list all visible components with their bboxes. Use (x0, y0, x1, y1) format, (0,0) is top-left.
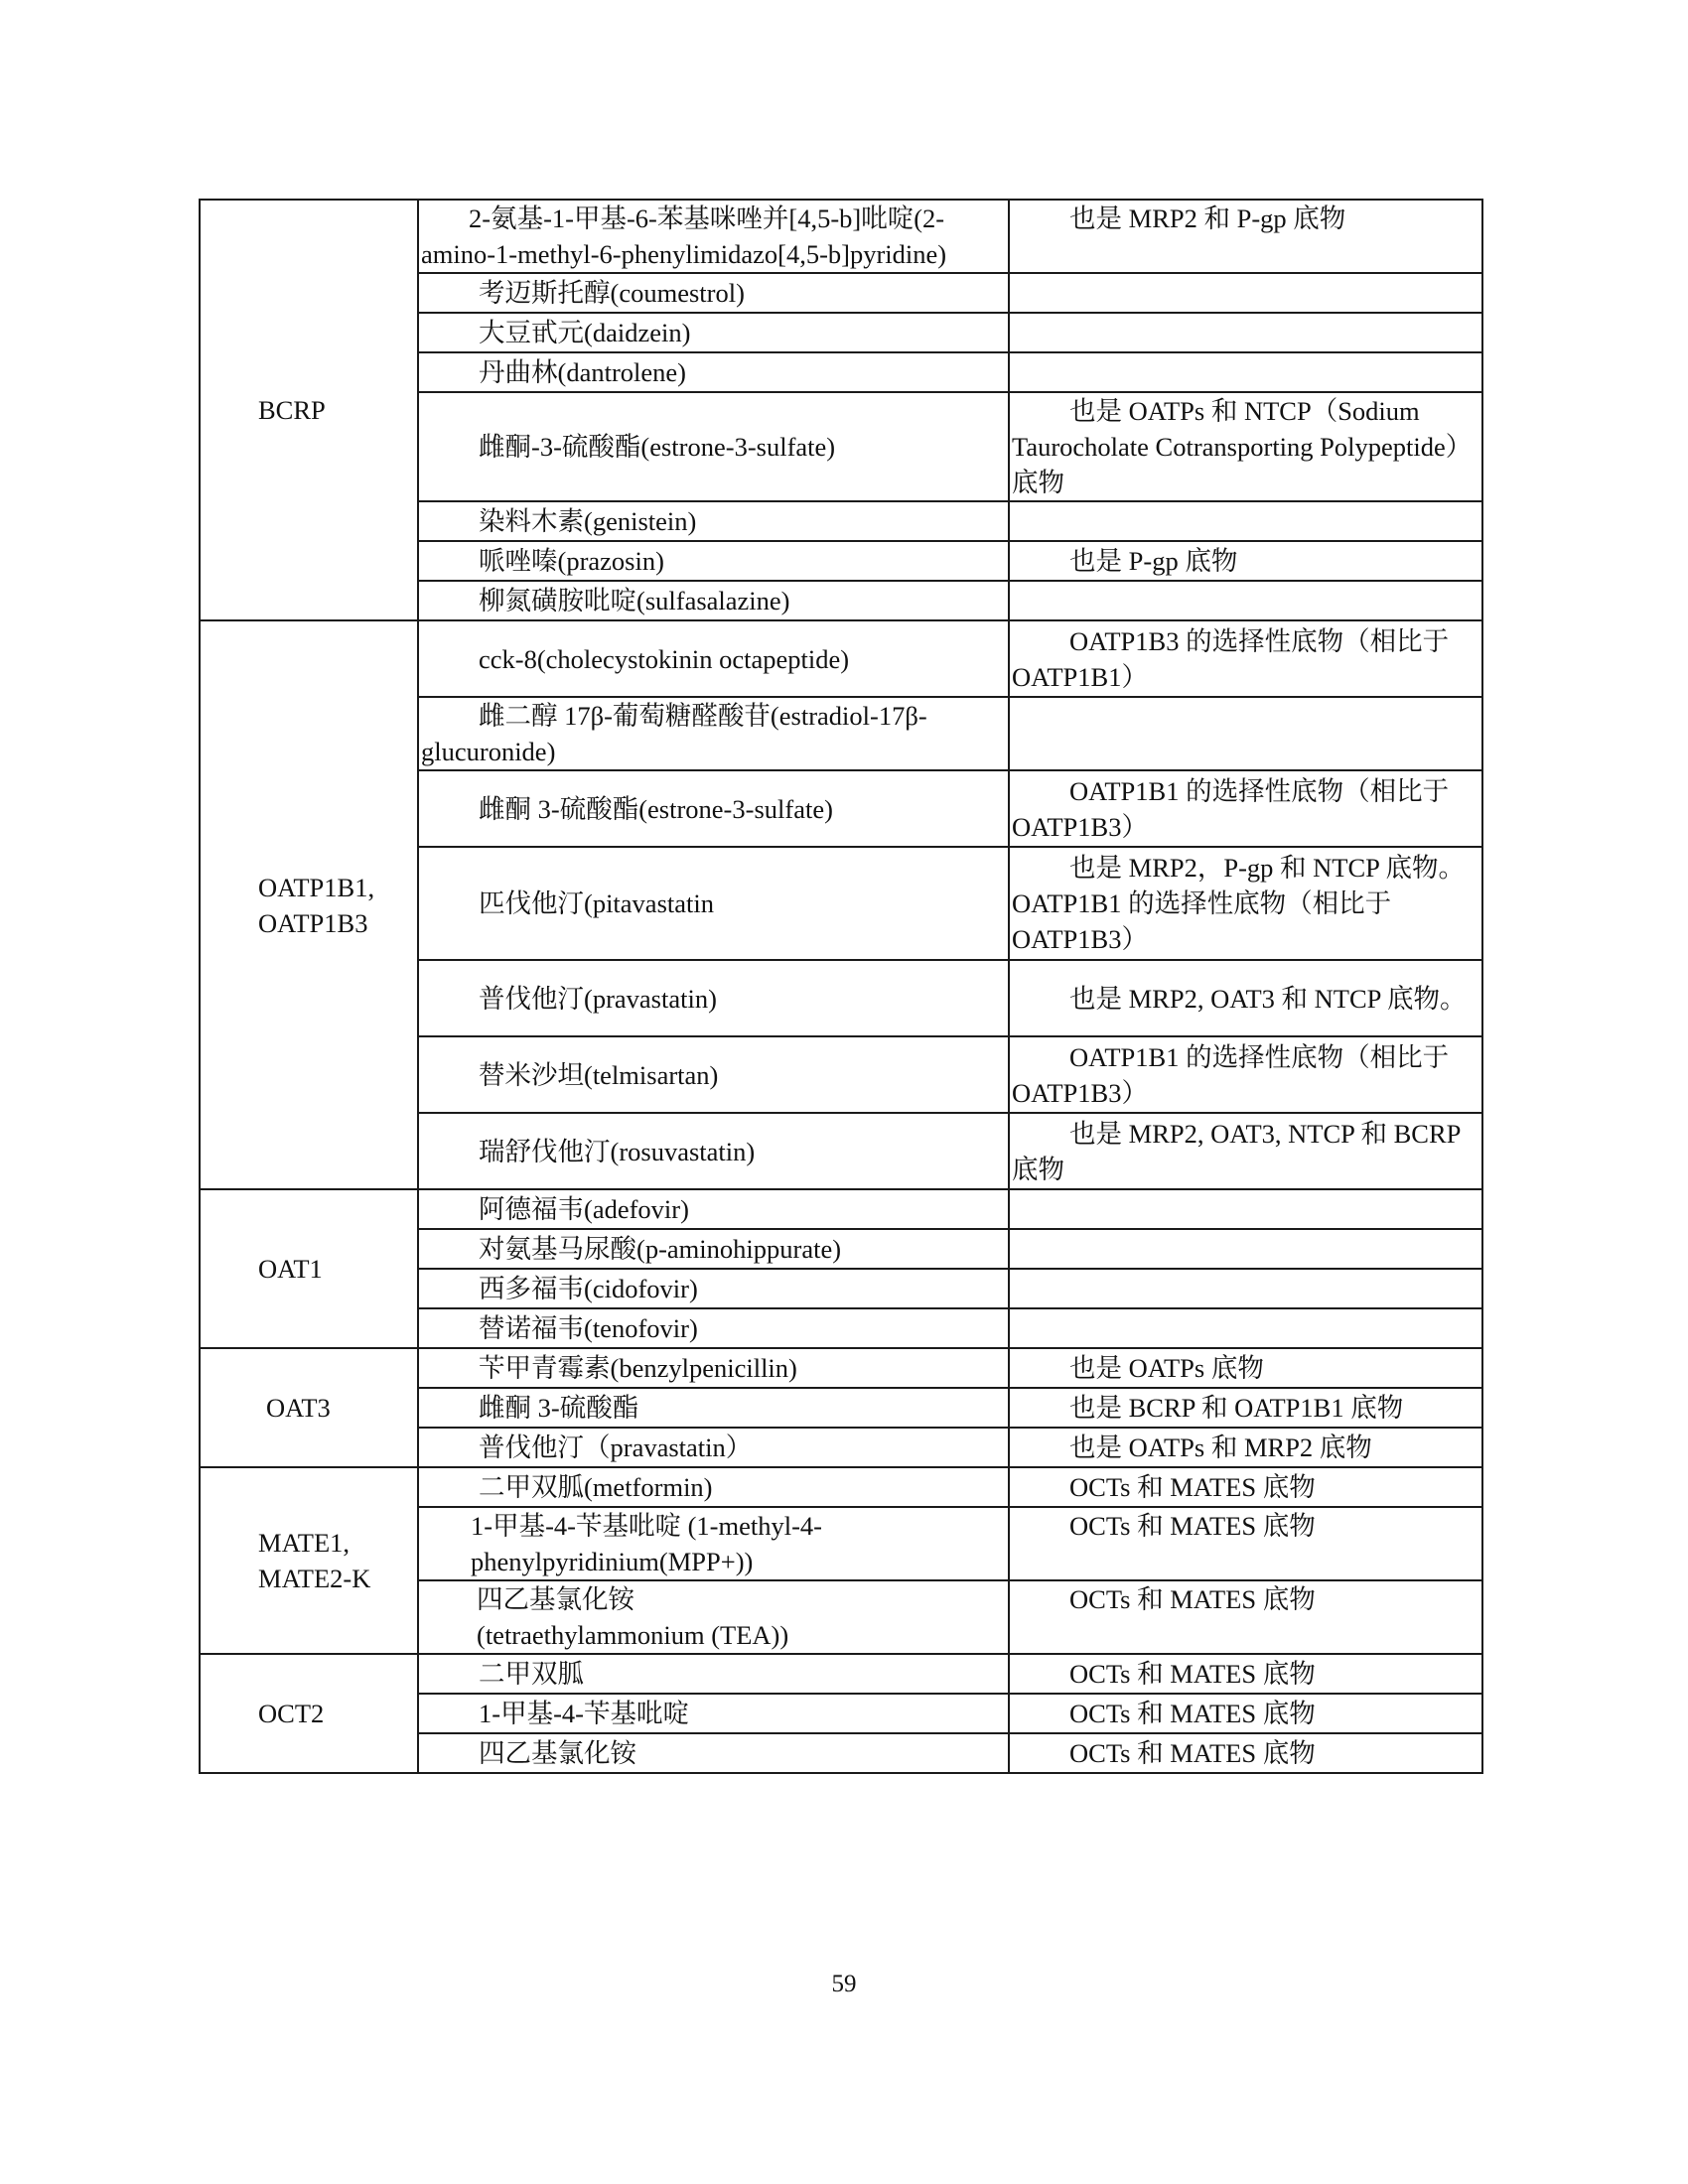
note-cell (1009, 501, 1482, 541)
substrate-cell: 雌酮 3-硫酸酯(estrone-3-sulfate) (418, 770, 1009, 847)
substrate-cell: 二甲双胍(metformin) (418, 1467, 1009, 1507)
substrate-cell: 四乙基氯化铵 (tetraethylammonium (TEA)) (418, 1580, 1009, 1654)
substrate-cell: 雌二醇 17β-葡萄糖醛酸苷(estradiol-17β-glucuronide) (418, 697, 1009, 770)
substrate-cell: 考迈斯托醇(coumestrol) (418, 273, 1009, 313)
note-cell (1009, 581, 1482, 620)
table-row (200, 1467, 1482, 1507)
table-row (200, 620, 1482, 697)
substrate-cell: 1-甲基-4-苄基吡啶 (418, 1694, 1009, 1733)
substrate-cell: 对氨基马尿酸(p-aminohippurate) (418, 1229, 1009, 1269)
note-cell: 也是 P-gp 底物 (1009, 541, 1482, 581)
table-row (200, 1348, 1482, 1388)
note-cell: 也是 MRP2 和 P-gp 底物 (1009, 200, 1482, 273)
transporter-cell: OATP1B1, OATP1B3 (200, 620, 418, 1189)
substrate-cell: 替诺福韦(tenofovir) (418, 1308, 1009, 1348)
note-cell: OCTs 和 MATES 底物 (1009, 1694, 1482, 1733)
substrate-cell: 二甲双胍 (418, 1654, 1009, 1694)
substrate-cell: 2-氨基-1-甲基-6-苯基咪唑并[4,5-b]吡啶(2-amino-1-methyl-6-phenylimidazo[4,5-b]pyridine) (418, 200, 1009, 273)
note-cell (1009, 697, 1482, 770)
note-cell: OATP1B1 的选择性底物（相比于 OATP1B3） (1009, 1036, 1482, 1113)
table-row (200, 200, 1482, 273)
substrate-cell: 大豆甙元(daidzein) (418, 313, 1009, 352)
note-cell: OCTs 和 MATES 底物 (1009, 1467, 1482, 1507)
note-cell (1009, 1308, 1482, 1348)
transporter-substrate-table (199, 199, 1483, 1774)
note-cell: 也是 OATPs 和 MRP2 底物 (1009, 1428, 1482, 1467)
substrate-cell: 阿德福韦(adefovir) (418, 1189, 1009, 1229)
substrate-cell: 丹曲林(dantrolene) (418, 352, 1009, 392)
substrate-cell: 雌酮 3-硫酸酯 (418, 1388, 1009, 1428)
note-cell (1009, 352, 1482, 392)
substrate-cell: 苄甲青霉素(benzylpenicillin) (418, 1348, 1009, 1388)
note-cell (1009, 1189, 1482, 1229)
transporter-cell: OCT2 (200, 1654, 418, 1773)
note-cell: 也是 OATPs 底物 (1009, 1348, 1482, 1388)
transporter-cell: MATE1, MATE2-K (200, 1467, 418, 1654)
transporter-cell: BCRP (200, 200, 418, 620)
substrate-cell: 染料木素(genistein) (418, 501, 1009, 541)
substrate-cell: 1-甲基-4-苄基吡啶 (1-methyl-4-phenylpyridinium(MPP+)) (418, 1507, 1009, 1580)
substrate-cell: 瑞舒伐他汀(rosuvastatin) (418, 1113, 1009, 1189)
note-cell (1009, 273, 1482, 313)
transporter-cell: OAT1 (200, 1189, 418, 1348)
note-cell: 也是 BCRP 和 OATP1B1 底物 (1009, 1388, 1482, 1428)
note-cell: 也是 MRP2，P-gp 和 NTCP 底物。OATP1B1 的选择性底物（相比于 OATP1B3） (1009, 847, 1482, 960)
substrate-cell: 四乙基氯化铵 (418, 1733, 1009, 1773)
substrate-cell: 替米沙坦(telmisartan) (418, 1036, 1009, 1113)
note-cell (1009, 1269, 1482, 1308)
substrate-cell: 普伐他汀（pravastatin） (418, 1428, 1009, 1467)
note-cell: 也是 OATPs 和 NTCP（Sodium Taurocholate Cotransporting Polypeptide）底物 (1009, 392, 1482, 501)
note-cell: OCTs 和 MATES 底物 (1009, 1507, 1482, 1580)
note-cell: OCTs 和 MATES 底物 (1009, 1654, 1482, 1694)
page-number: 59 (831, 1971, 857, 1997)
substrate-cell: 匹伐他汀(pitavastatin (418, 847, 1009, 960)
substrate-cell: 柳氮磺胺吡啶(sulfasalazine) (418, 581, 1009, 620)
substrate-cell: 哌唑嗪(prazosin) (418, 541, 1009, 581)
substrate-cell: 西多福韦(cidofovir) (418, 1269, 1009, 1308)
note-cell: OATP1B3 的选择性底物（相比于 OATP1B1） (1009, 620, 1482, 697)
note-cell: 也是 MRP2, OAT3, NTCP 和 BCRP 底物 (1009, 1113, 1482, 1189)
table-row (200, 1654, 1482, 1694)
transporter-cell: OAT3 (200, 1348, 418, 1467)
substrate-cell: cck-8(cholecystokinin octapeptide) (418, 620, 1009, 697)
substrate-cell: 普伐他汀(pravastatin) (418, 960, 1009, 1036)
note-cell (1009, 1229, 1482, 1269)
note-cell: 也是 MRP2, OAT3 和 NTCP 底物。 (1009, 960, 1482, 1036)
table-row (200, 1189, 1482, 1229)
note-cell: OCTs 和 MATES 底物 (1009, 1580, 1482, 1654)
note-cell (1009, 313, 1482, 352)
note-cell: OCTs 和 MATES 底物 (1009, 1733, 1482, 1773)
substrate-cell: 雌酮-3-硫酸酯(estrone-3-sulfate) (418, 392, 1009, 501)
note-cell: OATP1B1 的选择性底物（相比于 OATP1B3） (1009, 770, 1482, 847)
